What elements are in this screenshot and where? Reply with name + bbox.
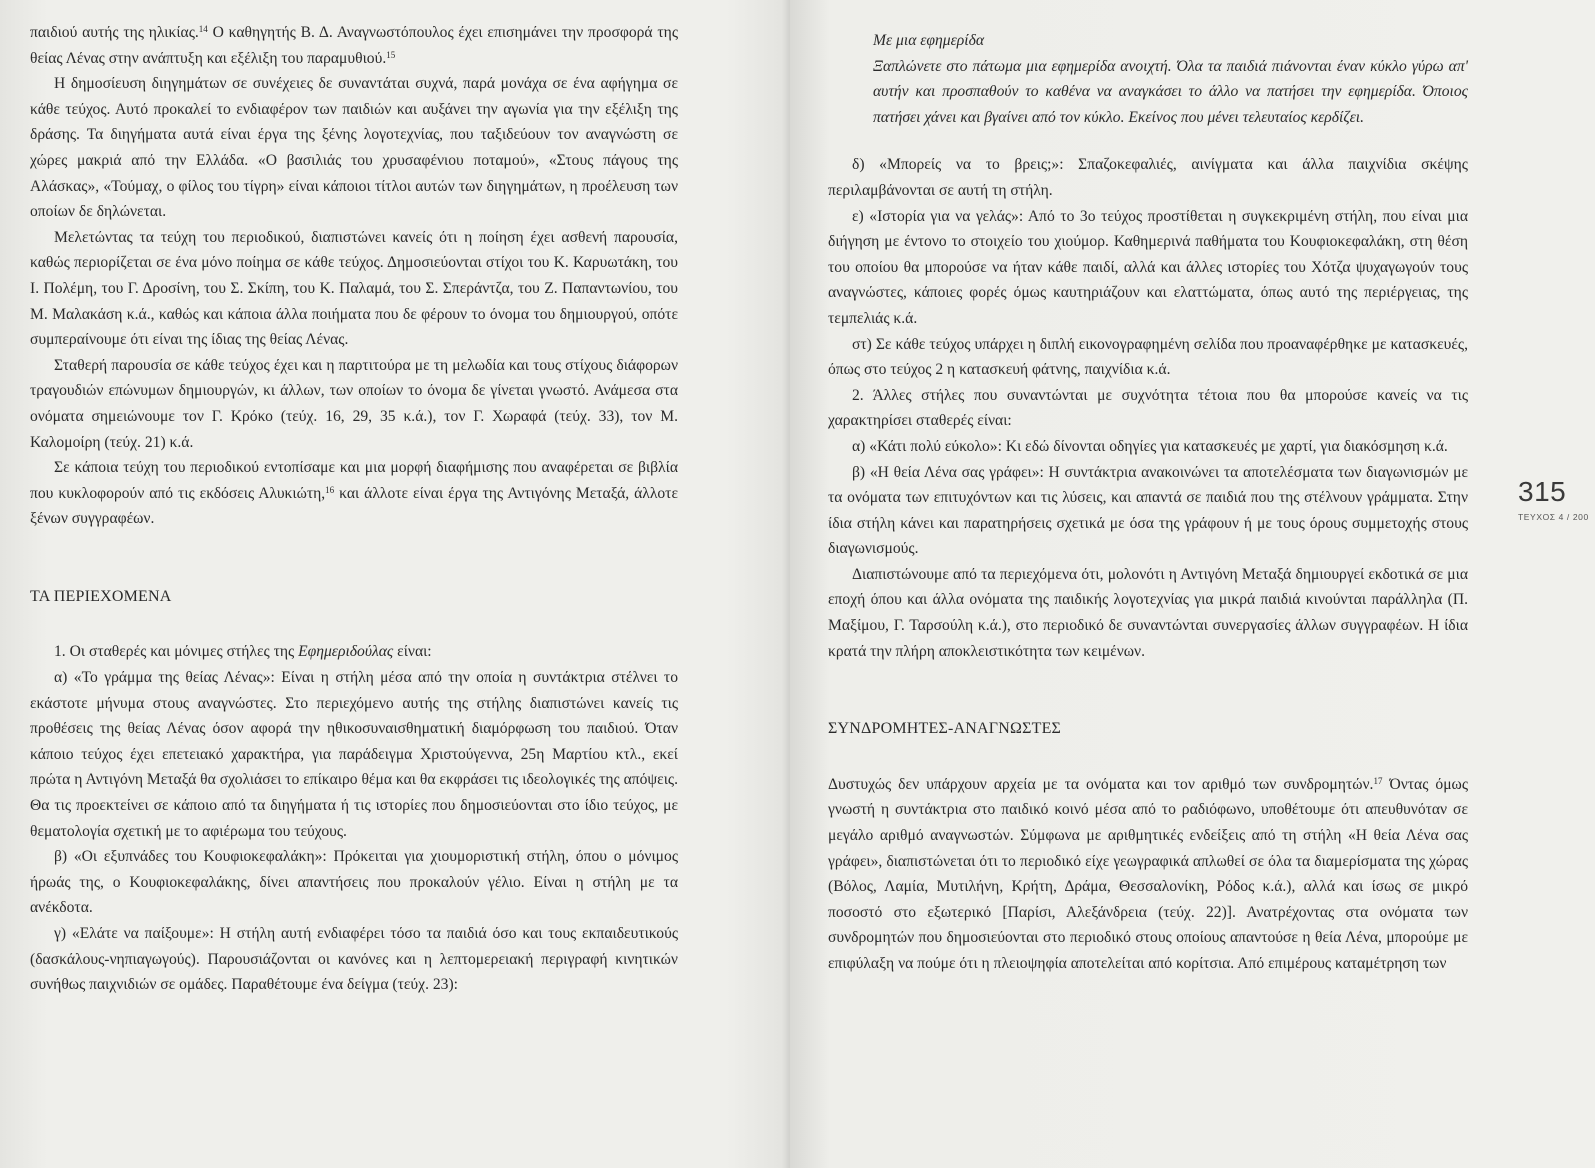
footnote-ref: 17 — [1373, 775, 1383, 786]
paragraph: 2. Άλλες στήλες που συναντώνται με συχνότητα τέτοια που θα μπορούσε κανείς να τις χαρακτηρίσει σταθερές είναι: — [828, 386, 1468, 430]
paragraph: Μελετώντας τα τεύχη του περιοδικού, διαπιστώνει κανείς ότι η ποίηση έχει ασθενή παρουσία, καθώς περιορίζεται σε ένα μόνο ποίημα σε κάθε τεύχος. Δημοσιεύονται στίχοι του Κ. Καρυωτάκη, του Ι. Πολέμη, του Γ. Δροσίνη, του Σ. Σκίπη, του Κ. Παλαμά, του Σ. Σπεράντζα, του Ζ. Παπαντωνίου, του Μ. Μαλακάση κ.ά., καθώς και κάποια άλλα ποιήματα που δε φέρουν το όνομα του δημιουργού, οπότε συμπεραίνουμε ότι είναι της ίδιας της θείας Λένας. — [30, 228, 678, 349]
paragraph: ε) «Ιστορία για να γελάς»: Από το 3ο τεύχος προστίθεται η συγκεκριμένη στήλη, που είναι μια διήγηση με έντονο το στοιχείο του χιούμορ. Καθημερινά παθήματα του Κουφιοκεφαλάκη, στη θέση του οποίου θα μπορούσε να ήταν κάθε παιδί, αλλά και άλλες ιστορίες του Χότζα ψυχαγωγούν τους αναγνώστες, κάποιες φορές όμως καυτηριάζουν και ελαττώματα, όπως αυτό της περιέργειας, της τεμπελιάς κ.ά. — [828, 207, 1468, 327]
footnote-ref: 16 — [325, 484, 335, 495]
paragraph: Σε κάποια τεύχη του περιοδικού εντοπίσαμε και μια μορφή διαφήμισης που αναφέρεται σε βιβλία που κυκλοφορούν από τις εκδόσεις Αλυκιώτη,$^{16}$ και άλλοτε είναι έργα της Αντιγόνης Μεταξά, άλλοτε ξένων συγγραφέων. — [30, 459, 678, 528]
paragraph: γ) «Ελάτε να παίξουμε»: Η στήλη αυτή ενδιαφέρει τόσο τα παιδιά όσο και τους εκπαιδευτικούς (δασκάλους-νηπιαγωγούς). Παρουσιάζονται οι κανόνες και η λεπτομερειακή περιγραφή κινητικών συνήθως παιχνιδιών σε ομάδες. Παραθέτουμε ένα δείγμα (τεύχ. 23): — [30, 925, 678, 994]
paragraph: στ) Σε κάθε τεύχος υπάρχει η διπλή εικονογραφημένη σελίδα που προαναφέρθηκε με κατασκευές, όπως στο τεύχος 2 η κατασκευή φάτνης, παιχνίδια κ.ά. — [828, 335, 1468, 379]
footnote-ref: 15 — [386, 49, 396, 60]
paragraph: Διαπιστώνουμε από τα περιεχόμενα ότι, μολονότι η Αντιγόνη Μεταξά δημιουργεί εκδοτικά σε μια εποχή όπου και άλλα ονόματα της παιδικής λογοτεχνίας για μικρά παιδιά κινούνται παράλληλα (Π. Μαξίμου, Γ. Ταρσούλη κ.ά.), στο περιοδικό δε συναντώνται συνεργασίες άλλων συγγραφέων. Η ίδια κρατά την πλήρη αποκλειστικότητα των κειμένων. — [828, 565, 1468, 660]
paragraph: παιδιού αυτής της ηλικίας.$^{14}$ Ο καθηγητής Β. Δ. Αναγνωστόπουλος έχει επισημάνει την προσφορά της θείας Λένας στην ανάπτυξη και εξέλιξη του παραμυθιού.$^{15}$ — [30, 24, 678, 67]
paragraph: β) «Η θεία Λένα σας γράφει»: Η συντάκτρια ανακοινώνει τα αποτελέσματα των διαγωνισμών με τα ονόματα των επιτυχόντων και τις λύσεις, και απαντά σε παιδιά που της στέλνουν γράμματα. Στην ίδια στήλη κάνει και παρατηρήσεις σχετικά με όσα της γράφουν ή με τους όρους συμμετοχής στους διαγωνισμούς. — [828, 463, 1468, 558]
quote-body: Ξαπλώνετε στο πάτωμα μια εφημερίδα ανοιχτή. Όλα τα παιδιά πιάνονται έναν κύκλο γύρω απ' αυτήν και προσπαθούν το καθένα να αναγκάσει το άλλο να πατήσει την εφημερίδα. Όποιος πατήσει χάνει και βγαίνει από τον κύκλο. Εκείνος που μένει τελευταίος κερδίζει. — [873, 57, 1468, 126]
paragraph: Δυστυχώς δεν υπάρχουν αρχεία με τα ονόματα και τον αριθμό των συνδρομητών.$^{17}$ Όντας όμως γνωστή η συντάκτρια στο παιδικό κοινό μέσα από το ραδιόφωνο, υποθέτουμε ότι απευθυνόταν σε μεγάλο αριθμό αναγνωστών. Σύμφωνα με αριθμητικές ενδείξεις από τη στήλη «Η θεία Λένα σας γράφει», διαπιστώνεται ότι το περιοδικό είχε γεωγραφικά απλωθεί σε όλα τα διαμερίσματα της χώρας (Βόλος, Λαμία, Μυτιλήνη, Κρήτη, Δράμα, Θεσσαλονίκη, Ρόδος κ.ά.), αλλά και ίσως σε μικρό ποσοστό στο εξωτερικό [Παρίσι, Αλεξάνδρεια (τεύχ. 22)]. Ανατρέχοντας στα ονόματα των συνδρομητών που δημοσιεύονται στο περιοδικό στους οποίους απαντούσε η θεία Λένα, μπορούμε με επιφύλαξη να πούμε ότι η πλειοψηφία αποτελείται από κορίτσια. Από επιμέρους καταμέτρηση των — [828, 775, 1468, 972]
game-example-quote — [828, 28, 1468, 130]
issue-label: ΤΕΥΧΟΣ 4 / 200 — [1518, 512, 1589, 522]
section-heading: ΤΑ ΠΕΡΙΕΧΟΜΕΝΑ — [30, 587, 172, 605]
footnote-ref: 14 — [198, 24, 208, 34]
section-heading: ΣΥΝΔΡΟΜΗΤΕΣ-ΑΝΑΓΝΩΣΤΕΣ — [828, 720, 1062, 738]
paragraph: α) «Το γράμμα της θείας Λένας»: Είναι η στήλη μέσα από την οποία η συντάκτρια στέλνει το εκάστοτε μήνυμα στους αναγνώστες. Στο περιεχόμενο αυτής της στήλης διαπιστώνει κανείς τις προθέσεις της θείας Λένας όσον αφορά την ηθικοσυναισθηματική διαμόρφωση του παιδιού. Όταν κάποιο τεύχος έχει επετειακό χαρακτήρα, για παράδειγμα Χριστούγεννα, 25η Μαρτίου κτλ., εκεί πρώτα η Αντιγόνη Μεταξά θα σχολιάσει το επίκαιρο θέμα και θα εκφράσει τις ιδεολογικές της απόψεις. Θα τις προεκτείνει σε κάποιο από τα διηγήματα ή τις ιστορίες που δημοσιεύονται στο ίδιο τεύχος, με θεματολογία σχετική με το αφιέρωμα του τεύχους. — [30, 669, 678, 840]
quote-title: Με μια εφημερίδα — [873, 32, 985, 49]
paragraph: δ) «Μπορείς να το βρεις;»: Σπαζοκεφαλιές, αινίγματα και άλλα παιχνίδια σκέψης περιλαμβάνονται σε αυτή τη στήλη. — [828, 156, 1468, 199]
page-number: 315 — [1518, 476, 1567, 507]
paragraph: 1. Οι σταθερές και μόνιμες στήλες της Εφημεριδούλας είναι: — [54, 643, 432, 661]
paragraph: β) «Οι εξυπνάδες του Κουφιοκεφαλάκη»: Πρόκειται για χιουμοριστική στήλη, όπου ο μόνιμος ήρωάς της, ο Κουφιοκεφαλάκης, δίνει απαντήσεις που προκαλούν γέλιο. Είναι η στήλη με τα ανέκδοτα. — [30, 848, 678, 917]
paragraph: Η δημοσίευση διηγημάτων σε συνέχειες δε συναντάται συχνά, παρά μονάχα σε ένα αφήγημα σε κάθε τεύχος. Αυτό προκαλεί το ενδιαφέρον των παιδιών και αυξάνει την αγωνία για την εξέλιξη της δράσης. Τα διηγήματα αυτά είναι έργα της ξένης λογοτεχνίας, που ταξιδεύουν τον αναγνώστη σε χώρες μακριά από την Ελλάδα. «Ο βασιλιάς του χρυσαφένιου ποταμού», «Στους πάγους της Αλάσκας», «Τούμαχ, ο φίλος του τίγρη» είναι κάποιοι τίτλοι αυτών των διηγημάτων, η προέλευση των οποίων δε δηλώνεται. — [30, 75, 678, 221]
left-text-column — [30, 20, 678, 998]
paragraph: α) «Κάτι πολύ εύκολο»: Κι εδώ δίνονται οδηγίες για κατασκευές με χαρτί, για διακόσμηση κ.ά. — [852, 437, 1448, 455]
left-page — [0, 0, 790, 1168]
right-text-column — [828, 28, 1468, 977]
paragraph: Σταθερή παρουσία σε κάθε τεύχος έχει και η παρτιτούρα με τη μελωδία και τους στίχους διάφορων τραγουδιών επώνυμων δημιουργών, κι άλλων, των οποίων το όνομα δε γίνεται γνωστό. Ανάμεσα στα ονόματα σημειώνουμε τον Γ. Κρόκο (τεύχ. 16, 29, 35 κ.ά.), τον Γ. Χωραφά (τεύχ. 33), τον Μ. Καλομοίρη (τεύχ. 21) κ.ά. — [30, 356, 678, 451]
